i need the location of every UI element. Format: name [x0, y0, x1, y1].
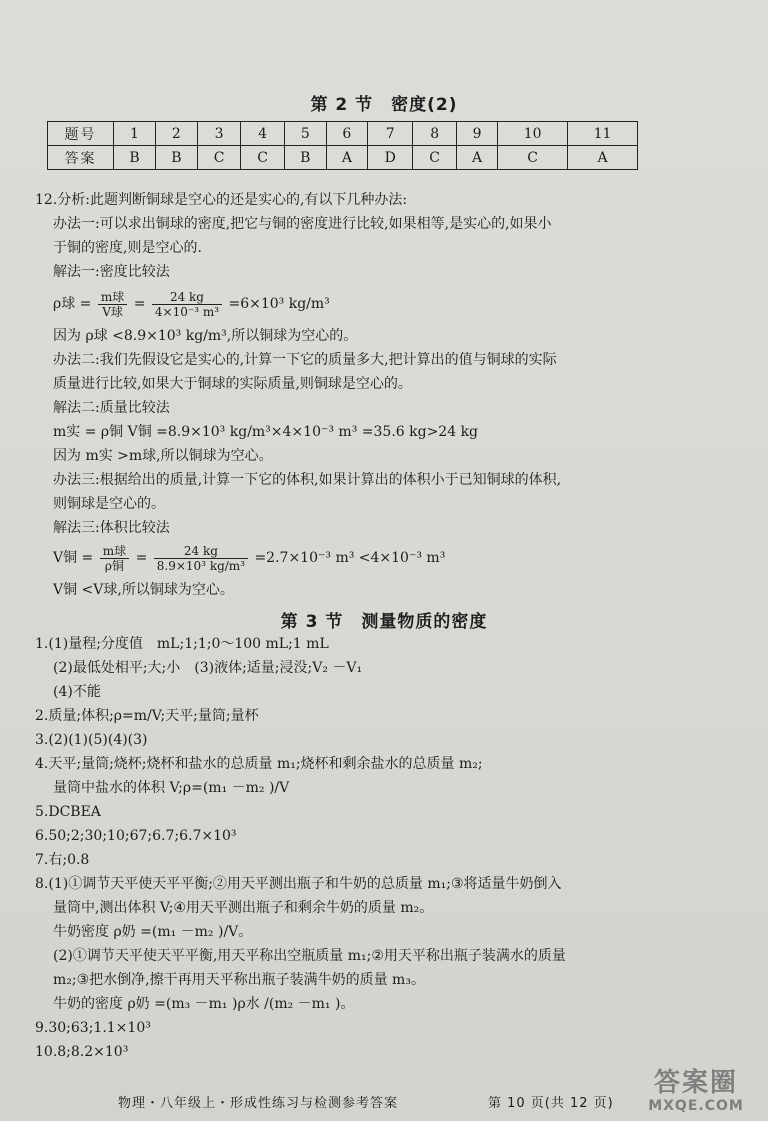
- page-number: 第 10 页(共 12 页): [488, 1096, 614, 1111]
- fraction: [154, 544, 248, 573]
- watermark-logo: [636, 1068, 756, 1118]
- table-header-number: 题号: [48, 122, 114, 146]
- q12-method3: 办法三:根据给出的质量,计算一下它的体积,如果计算出的体积小于已知铜球的体积,: [53, 472, 562, 488]
- equals-sign: =: [135, 550, 148, 566]
- q12-method2-cont: 质量进行比较,如果大于铜球的实际质量,则铜球是空心的。: [53, 376, 412, 392]
- q12-method1: 办法一:可以求出铜球的密度,把它与铜的密度进行比较,如果相等,是实心的,如果小: [53, 216, 552, 232]
- s3-line: (2)最低处相平;大;小 (3)液体;适量;浸没;V₂ －V₁: [53, 660, 363, 676]
- table-cell: A: [568, 146, 638, 170]
- s3-line: 7.右;0.8: [35, 852, 90, 868]
- fraction-denominator: ρ铜: [104, 558, 124, 573]
- table-cell: B: [155, 146, 197, 170]
- fraction-numerator: 24 kg: [154, 544, 248, 559]
- s3-line: 1.(1)量程;分度值 mL;1;1;0～100 mL;1 mL: [35, 636, 329, 652]
- table-row: [48, 146, 638, 170]
- q12-method3-cont: 则铜球是空心的。: [53, 496, 165, 512]
- q12-solution2: 解法二:质量比较法: [53, 400, 170, 416]
- table-cell: 10: [498, 122, 568, 146]
- fraction-denominator: 4×10⁻³ m³: [154, 304, 220, 319]
- table-cell: 4: [241, 122, 284, 146]
- s3-line: 5.DCBEA: [35, 804, 101, 820]
- q12-conclusion1: 因为 ρ球 <8.9×10³ kg/m³,所以铜球为空心的。: [53, 328, 358, 344]
- fraction-numerator: m球: [100, 544, 129, 559]
- s3-line: 2.质量;体积;ρ=m/V;天平;量筒;量杯: [35, 708, 259, 724]
- s3-line: (4)不能: [53, 684, 101, 700]
- table-row: [48, 122, 638, 146]
- table-cell: B: [284, 146, 326, 170]
- answer-table: [47, 121, 638, 170]
- s3-line: m₂;③把水倒净,擦干再用天平称出瓶子装满牛奶的质量 m₃。: [53, 972, 425, 988]
- table-cell: C: [413, 146, 456, 170]
- table-cell: 6: [326, 122, 367, 146]
- footer-title: 物理・八年级上・形成性练习与检测参考答案: [118, 1096, 399, 1111]
- q12-formula1: [53, 286, 330, 322]
- s3-line: 9.30;63;1.1×10³: [35, 1020, 151, 1036]
- watermark-logo-text: 答案圈: [653, 1068, 738, 1098]
- fraction-denominator: 8.9×10³ kg/m³: [156, 558, 245, 573]
- fraction: [100, 544, 129, 573]
- s3-line: 牛奶的密度 ρ奶 =(m₃ －m₁ )ρ水 /(m₂ －m₁ )。: [53, 996, 355, 1012]
- formula-rhs: =2.7×10⁻³ m³ <4×10⁻³ m³: [254, 550, 446, 566]
- q12-solution1: 解法一:密度比较法: [53, 264, 170, 280]
- q12-solution3: 解法三:体积比较法: [53, 520, 170, 536]
- q12-method1-cont: 于铜的密度,则是空心的.: [53, 240, 202, 256]
- equals-sign: =: [133, 296, 146, 312]
- s3-line: 量筒中,测出体积 V;④用天平测出瓶子和剩余牛奶的质量 m₂。: [53, 900, 434, 916]
- table-cell: C: [498, 146, 568, 170]
- table-cell: 1: [114, 122, 156, 146]
- s3-line: 量筒中盐水的体积 V;ρ=(m₁ －m₂ )/V: [53, 780, 290, 796]
- fraction: [152, 290, 222, 319]
- table-cell: 5: [284, 122, 326, 146]
- table-cell: 3: [197, 122, 240, 146]
- q12-formula3: [53, 540, 445, 576]
- table-cell: 11: [568, 122, 638, 146]
- formula-rhs: =6×10³ kg/m³: [228, 296, 330, 312]
- table-cell: A: [326, 146, 367, 170]
- s3-line: 3.(2)(1)(5)(4)(3): [35, 732, 148, 748]
- s3-line: (2)①调节天平使天平平衡,用天平称出空瓶质量 m₁;②用天平称出瓶子装满水的质量: [53, 948, 566, 964]
- section-2-title: 第 2 节 密度(2): [310, 95, 458, 115]
- table-cell: C: [241, 146, 284, 170]
- watermark-url: MXQE.COM: [648, 1098, 744, 1114]
- q12-conclusion3: V铜 <V球,所以铜球为空心。: [53, 582, 234, 598]
- q12-formula2: m实 = ρ铜 V铜 =8.9×10³ kg/m³×4×10⁻³ m³ =35.6 kg>24 kg: [53, 424, 479, 440]
- fraction-numerator: m球: [98, 290, 127, 305]
- s3-line: 8.(1)①调节天平使天平平衡;②用天平测出瓶子和牛奶的总质量 m₁;③将适量牛奶倒入: [35, 876, 562, 892]
- table-cell: C: [197, 146, 240, 170]
- q12-analysis: 12.分析:此题判断铜球是空心的还是实心的,有以下几种办法:: [35, 192, 408, 208]
- table-cell: A: [456, 146, 497, 170]
- s3-line: 牛奶密度 ρ奶 =(m₁ －m₂ )/V。: [53, 924, 253, 940]
- table-cell: D: [368, 146, 413, 170]
- section-3-title: 第 3 节 测量物质的密度: [280, 612, 488, 632]
- s3-line: 6.50;2;30;10;67;6.7;6.7×10³: [35, 828, 237, 844]
- q12-conclusion2: 因为 m实 >m球,所以铜球为空心。: [53, 448, 273, 464]
- fraction-numerator: 24 kg: [152, 290, 222, 305]
- table-header-answer: 答案: [48, 146, 114, 170]
- fraction: [98, 290, 127, 319]
- table-cell: 2: [155, 122, 197, 146]
- table-cell: 8: [413, 122, 456, 146]
- s3-line: 10.8;8.2×10³: [35, 1044, 129, 1060]
- table-cell: 7: [368, 122, 413, 146]
- formula-lhs: ρ球 =: [53, 296, 92, 312]
- fraction-denominator: V球: [102, 304, 123, 319]
- s3-line: 4.天平;量筒;烧杯;烧杯和盐水的总质量 m₁;烧杯和剩余盐水的总质量 m₂;: [35, 756, 483, 772]
- table-cell: 9: [456, 122, 497, 146]
- q12-method2: 办法二:我们先假设它是实心的,计算一下它的质量多大,把计算出的值与铜球的实际: [53, 352, 557, 368]
- table-cell: B: [114, 146, 156, 170]
- formula-lhs: V铜 =: [53, 550, 94, 566]
